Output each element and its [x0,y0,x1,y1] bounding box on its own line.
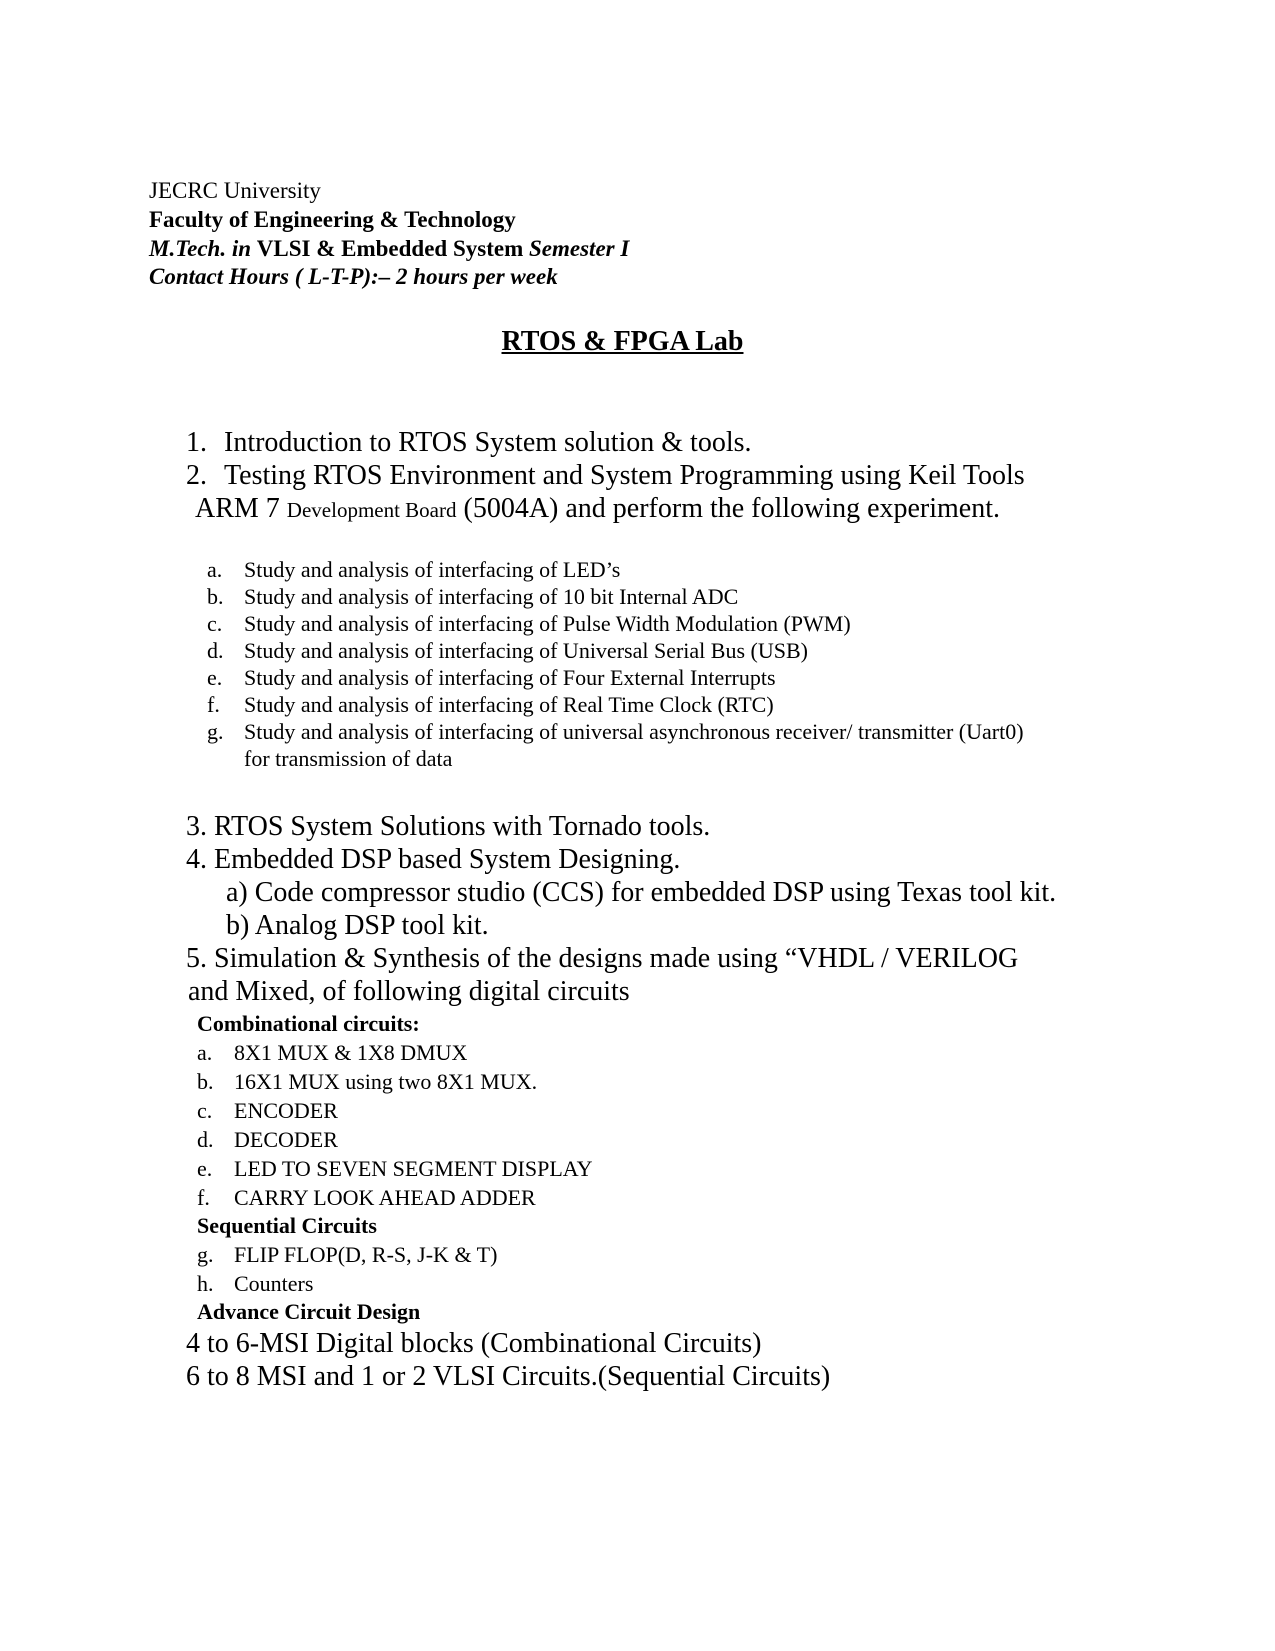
list-item-1-num: 1. [186,427,207,458]
experiment-label: g. [207,719,224,744]
list-item-4: 4. Embedded DSP based System Designing. [186,844,681,875]
combinational-item [197,1039,467,1066]
experiment-item-f [207,691,774,718]
advance-line-1: 4 to 6-MSI Digital blocks (Combinational Circuits) [186,1328,762,1359]
experiment-label: c. [207,611,223,636]
item-label: a. [197,1040,213,1065]
sequential-heading: Sequential Circuits [197,1213,377,1238]
item-label: e. [197,1156,213,1181]
combinational-item [197,1097,338,1124]
program-line [149,234,629,263]
experiment-text: Study and analysis of interfacing of universal asynchronous receiver/ transmitter (Uart0) [244,719,1024,744]
advance-line-2: 6 to 8 MSI and 1 or 2 VLSI Circuits.(Sequential Circuits) [186,1361,831,1392]
item-text: CARRY LOOK AHEAD ADDER [234,1185,536,1210]
list-item-1-text: Introduction to RTOS System solution & tools. [224,427,752,458]
item-text: Counters [234,1271,314,1296]
experiment-text: Study and analysis of interfacing of Real Time Clock (RTC) [244,692,774,717]
arm7-text: ARM 7 [195,493,280,524]
item-text: ENCODER [234,1098,338,1123]
combinational-item [197,1184,536,1211]
page-title-text: RTOS & FPGA Lab [501,326,744,357]
list-item-5-continuation: and Mixed, of following digital circuits [188,976,630,1007]
experiment-label: e. [207,665,223,690]
advance-heading: Advance Circuit Design [197,1299,421,1324]
list-item-4a: a) Code compressor studio (CCS) for embedded DSP using Texas tool kit. [226,877,1057,908]
item-label: b. [197,1069,214,1094]
combinational-item [197,1126,338,1153]
sequential-item [197,1241,497,1268]
experiment-item-g [207,718,1024,745]
experiment-text: Study and analysis of interfacing of Universal Serial Bus (USB) [244,638,808,663]
list-item-2-text: Testing RTOS Environment and System Programming using Keil Tools [224,460,1025,491]
development-board-text: Development Board [286,498,457,522]
sequential-item [197,1270,313,1297]
item-text: 8X1 MUX & 1X8 DMUX [234,1040,468,1065]
combinational-item [197,1155,593,1182]
item-label: g. [197,1242,214,1267]
faculty-name: Faculty of Engineering & Technology [149,207,516,232]
combinational-heading: Combinational circuits: [197,1011,420,1036]
item-label: h. [197,1271,214,1296]
experiment-label: f. [207,692,220,717]
list-item-1 [186,426,752,459]
item-text: FLIP FLOP(D, R-S, J-K & T) [234,1242,498,1267]
item-label: f. [197,1185,210,1210]
item2-rest-text: (5004A) and perform the following experiment. [463,493,1001,524]
experiment-item-d [207,637,808,664]
list-item-2-num: 2. [186,460,207,491]
item-text: LED TO SEVEN SEGMENT DISPLAY [234,1156,593,1181]
contact-hours: Contact Hours ( L-T-P):– 2 hours per week [149,264,558,289]
semester: Semester I [529,236,630,261]
experiment-label: a. [207,557,223,582]
experiment-item-a [207,556,620,583]
university-name: JECRC University [149,178,321,203]
experiment-text: Study and analysis of interfacing of 10 bit Internal ADC [244,584,739,609]
experiment-item-g-continuation: for transmission of data [244,746,453,771]
item-text: 16X1 MUX using two 8X1 MUX. [234,1069,538,1094]
experiment-label: d. [207,638,224,663]
experiment-text: Study and analysis of interfacing of LED’s [244,557,621,582]
list-item-5: 5. Simulation & Synthesis of the designs made using “VHDL / VERILOG [186,943,1019,974]
combinational-item [197,1068,537,1095]
experiment-label: b. [207,584,224,609]
list-item-3: 3. RTOS System Solutions with Tornado tools. [186,811,711,842]
experiment-text: Study and analysis of interfacing of Pulse Width Modulation (PWM) [244,611,851,636]
experiment-item-c [207,610,851,637]
page-title [0,326,1245,358]
experiment-item-e [207,664,776,691]
list-item-2-continuation [195,492,1000,527]
experiment-text: Study and analysis of interfacing of Four External Interrupts [244,665,776,690]
item-label: c. [197,1098,213,1123]
experiment-item-b [207,583,738,610]
list-item-4b: b) Analog DSP tool kit. [226,910,489,941]
program-name: VLSI & Embedded System [256,236,524,261]
program-prefix: M.Tech. in [149,236,252,261]
item-text: DECODER [234,1127,338,1152]
item-label: d. [197,1127,214,1152]
list-item-2 [186,459,1025,492]
